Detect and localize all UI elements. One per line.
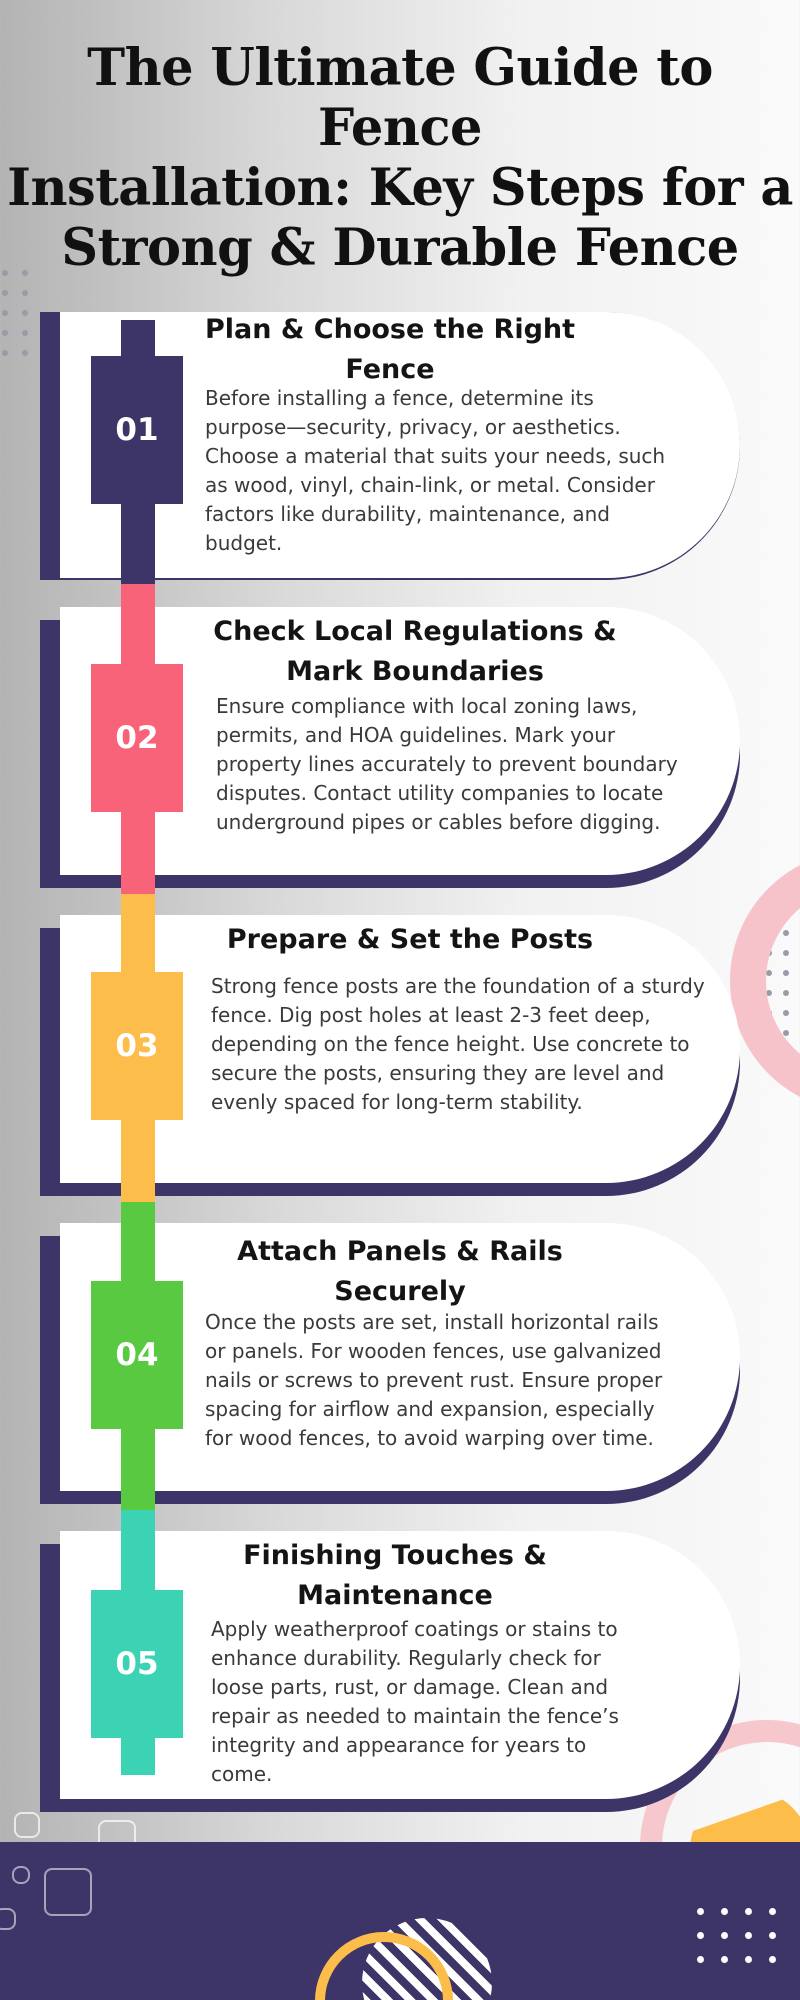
page-title bbox=[0, 38, 800, 278]
decorative-square bbox=[0, 1908, 16, 1930]
step-description: Before installing a fence, determine its purpose—security, privacy, or aesthetics. Choose a material that suits your needs, such as wood, vinyl, chain-link, or metal. Consider factors like durability, maintenance, and budget. bbox=[205, 386, 666, 555]
decorative-square bbox=[44, 1868, 92, 1916]
title-line-3: Strong & Durable Fence bbox=[61, 218, 739, 278]
step-title: Attach Panels & Rails Securely bbox=[237, 1236, 563, 1307]
decorative-square bbox=[12, 1866, 30, 1884]
step-number: 05 bbox=[115, 1646, 159, 1682]
step-number-badge bbox=[91, 1281, 183, 1429]
step-description: Strong fence posts are the foundation of a sturdy fence. Dig post holes at least 2-3 feet deep, depending on the fence height. Use concrete to secure the posts, ensuring they are level and evenly spaced for long-term stability. bbox=[211, 974, 705, 1114]
step-number-badge bbox=[91, 972, 183, 1120]
decorative-pink-ring-right bbox=[730, 850, 800, 1112]
step-number-badge bbox=[91, 664, 183, 812]
step-description: Once the posts are set, install horizontal rails or panels. For wooden fences, use galvanized nails or screws to prevent rust. Ensure proper spacing for airflow and expansion, especially for wood fences, to avoid warping over time. bbox=[205, 1310, 663, 1450]
step-number: 03 bbox=[115, 1028, 159, 1064]
step-title: Prepare & Set the Posts bbox=[226, 924, 594, 955]
step-description: Ensure compliance with local zoning laws, permits, and HOA guidelines. Mark your property lines accurately to prevent boundary disputes. Contact utility companies to locate underground pipes or cables before digging. bbox=[216, 694, 678, 834]
decorative-dots-footer bbox=[697, 1908, 776, 1963]
decorative-square bbox=[14, 1812, 40, 1838]
decorative-dots-left bbox=[2, 270, 28, 356]
title-line-2: Installation: Key Steps for a bbox=[7, 158, 793, 218]
step-number: 04 bbox=[115, 1337, 159, 1373]
footer-band bbox=[0, 1842, 800, 2000]
step-title: Check Local Regulations & Mark Boundaries bbox=[213, 616, 617, 687]
step-number-badge bbox=[91, 356, 183, 504]
step-number-badge bbox=[91, 1590, 183, 1738]
step-title: Plan & Choose the Right Fence bbox=[204, 314, 576, 385]
step-title: Finishing Touches & Maintenance bbox=[243, 1540, 547, 1611]
step-description: Apply weatherproof coatings or stains to enhance durability. Regularly check for loose parts, rust, or damage. Clean and repair as needed to maintain the fence’s integrity and appearance for years to come. bbox=[211, 1617, 619, 1786]
step-number: 02 bbox=[115, 720, 159, 756]
step-number: 01 bbox=[115, 412, 159, 448]
title-line-1: The Ultimate Guide to Fence bbox=[87, 38, 713, 158]
